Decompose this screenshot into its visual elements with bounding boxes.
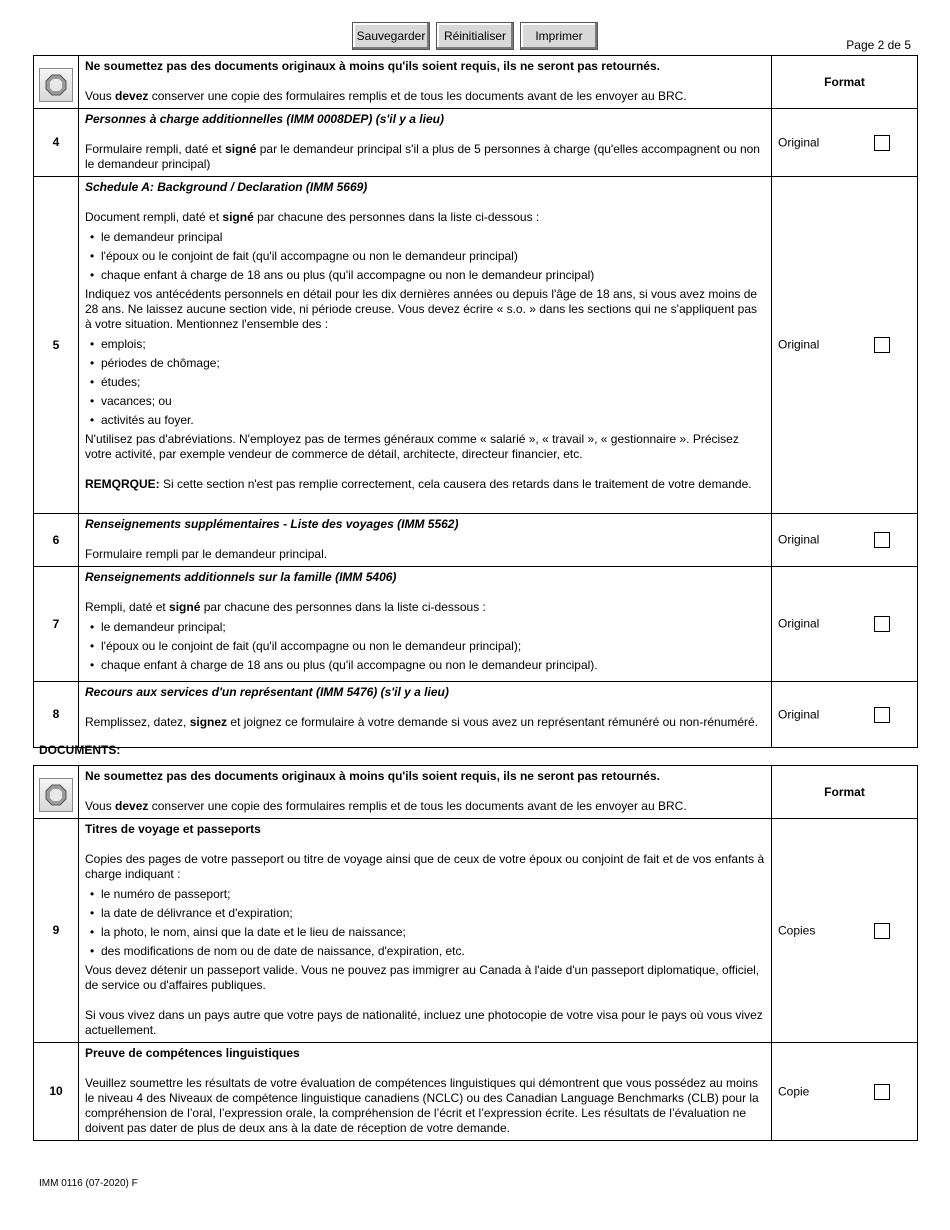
checkbox-row-7[interactable] — [874, 616, 890, 632]
row-title: Titres de voyage et passeports — [85, 822, 261, 836]
valid-passport-text: Vous devez détenir un passeport valide. Vous ne pouvez pas immigrer au Canada à l'aide d'un passeport diplomatique, officiel, de service ou d'affaires publiques. — [85, 963, 760, 992]
table-row-5 — [34, 177, 918, 514]
keep-copy-note: Vous devez conserver une copie des formulaires remplis et de tous les documents avant de les envoyer au BRC. — [85, 89, 687, 103]
warning-icon — [39, 68, 73, 102]
list-item: • l'époux ou le conjoint de fait (qu'il accompagne ou non le demandeur principal); — [85, 639, 765, 654]
row-format — [772, 819, 918, 1043]
row-title: Personnes à charge additionnelles (IMM 0008DEP) (s'il y a lieu) — [85, 112, 444, 126]
format-label: Original — [778, 135, 820, 149]
persons-list — [85, 620, 765, 673]
list-item: • le numéro de passeport; — [85, 887, 765, 902]
checkbox-row-5[interactable] — [874, 337, 890, 353]
row-intro: Rempli, daté et signé par chacune des personnes dans la liste ci-dessous : — [85, 600, 486, 614]
row-text: Veuillez soumettre les résultats de votre évaluation de compétences linguistiques qui démontrent que vous possédez au moins le niveau 4 des Niveaux de compétence linguistique canadiens (NCLC) ou des Canadian Language Benchmarks (CLB) pour la compréhension de l’oral, l’expression orale, la compréhension de l’écrit et l’expression écrite. Les résultats de l’évaluation ne doivent pas dater de plus de deux ans à la date de réception de votre demande. — [85, 1076, 759, 1135]
list-item: • la photo, le nom, ainsi que la date et le lieu de naissance; — [85, 925, 765, 940]
row-description — [79, 682, 772, 748]
format-label: Copie — [778, 1084, 810, 1098]
row-title: Renseignements additionnels sur la famille (IMM 5406) — [85, 570, 397, 584]
history-text: Indiquez vos antécédents personnels en détail pour les dix dernières années ou depuis l'âge de 18 ans, si vous avez moins de 28 ans. Ne laissez aucune section vide, ni période creuse. Vous devez écrire « s.o. » dans les sections qui ne s'appliquent pas à votre situation. Mentionnez l'ensemble des : — [85, 287, 758, 331]
row-format — [772, 514, 918, 567]
table-row-6 — [34, 514, 918, 567]
format-header: Format — [772, 56, 918, 109]
page-number: Page 2 de 5 — [846, 38, 911, 52]
documents-heading: DOCUMENTS: — [39, 743, 121, 757]
row-description — [79, 819, 772, 1043]
checkbox-row-9[interactable] — [874, 923, 890, 939]
header-warning-cell — [79, 766, 772, 819]
list-item: • études; — [85, 375, 765, 390]
list-item: • l'époux ou le conjoint de fait (qu'il accompagne ou non le demandeur principal) — [85, 249, 765, 264]
row-description — [79, 567, 772, 682]
table-row-7 — [34, 567, 918, 682]
list-item: • périodes de chômage; — [85, 356, 765, 371]
checkbox-row-6[interactable] — [874, 532, 890, 548]
table-header-row — [34, 766, 918, 819]
row-text: Remplissez, datez, signez et joignez ce formulaire à votre demande si vous avez un représentant rémunéré ou non-rénuméré. — [85, 715, 759, 729]
row-format — [772, 109, 918, 177]
save-button[interactable]: Sauvegarder — [352, 22, 430, 50]
warning-icon — [39, 778, 73, 812]
list-item: • chaque enfant à charge de 18 ans ou plus (qu'il accompagne ou non le demandeur principal). — [85, 658, 765, 673]
originals-warning: Ne soumettez pas des documents originaux à moins qu'ils soient requis, ils ne seront pas retournés. — [85, 59, 660, 73]
list-item: • la date de délivrance et d'expiration; — [85, 906, 765, 921]
form-code-footer: IMM 0116 (07-2020) F — [39, 1178, 138, 1189]
row-number: 8 — [34, 682, 79, 748]
activities-list — [85, 337, 765, 428]
list-item: • le demandeur principal — [85, 230, 765, 245]
row-intro: Document rempli, daté et signé par chacune des personnes dans la liste ci-dessous : — [85, 210, 540, 224]
print-button[interactable]: Imprimer — [520, 22, 598, 50]
keep-copy-note: Vous devez conserver une copie des formulaires remplis et de tous les documents avant de les envoyer au BRC. — [85, 799, 687, 813]
format-label: Original — [778, 707, 820, 721]
originals-warning: Ne soumettez pas des documents originaux à moins qu'ils soient requis, ils ne seront pas retournés. — [85, 769, 660, 783]
row-description — [79, 1043, 772, 1141]
warning-icon-cell — [34, 766, 79, 819]
row-description — [79, 514, 772, 567]
warning-icon-cell — [34, 56, 79, 109]
row-intro: Copies des pages de votre passeport ou titre de voyage ainsi que de ceux de votre époux ou conjoint de fait et de vos enfants à charge indiquant : — [85, 852, 765, 881]
list-item: • des modifications de nom ou de date de naissance, d'expiration, etc. — [85, 944, 765, 959]
format-label: Original — [778, 337, 820, 352]
row-title: Preuve de compétences linguistiques — [85, 1046, 300, 1060]
row-text: Formulaire rempli par le demandeur principal. — [85, 547, 328, 561]
list-item: • activités au foyer. — [85, 413, 765, 428]
format-label: Original — [778, 616, 820, 631]
row-text: Formulaire rempli, daté et signé par le demandeur principal s'il a plus de 5 personnes à charge (qu'elles accompagnent ou non le demandeur principal) — [85, 142, 760, 171]
row-number: 7 — [34, 567, 79, 682]
list-item: • chaque enfant à charge de 18 ans ou plus (qu'il accompagne ou non le demandeur principal) — [85, 268, 765, 283]
row-format — [772, 177, 918, 514]
row-number: 10 — [34, 1043, 79, 1141]
checkbox-row-10[interactable] — [874, 1084, 890, 1100]
list-item: • le demandeur principal; — [85, 620, 765, 635]
row-description — [79, 109, 772, 177]
checkbox-row-4[interactable] — [874, 135, 890, 151]
row-number: 4 — [34, 109, 79, 177]
table-row-4 — [34, 109, 918, 177]
forms-table — [33, 55, 918, 748]
row-title: Recours aux services d'un représentant (IMM 5476) (s'il y a lieu) — [85, 685, 449, 699]
checkbox-row-8[interactable] — [874, 707, 890, 723]
visa-text: Si vous vivez dans un pays autre que votre pays de nationalité, incluez une photocopie de votre visa pour le pays où vous vivez actuellement. — [85, 1008, 763, 1037]
row-number: 6 — [34, 514, 79, 567]
documents-table — [33, 765, 918, 1141]
passport-items-list — [85, 887, 765, 959]
note-text: REMQRQUE: Si cette section n'est pas remplie correctement, cela causera des retards dans le traitement de votre demande. — [85, 477, 752, 491]
row-format — [772, 567, 918, 682]
list-item: • vacances; ou — [85, 394, 765, 409]
row-number: 9 — [34, 819, 79, 1043]
table-header-row — [34, 56, 918, 109]
row-format — [772, 682, 918, 748]
table-row-9 — [34, 819, 918, 1043]
row-number: 5 — [34, 177, 79, 514]
persons-list — [85, 230, 765, 283]
format-header: Format — [772, 766, 918, 819]
row-description — [79, 177, 772, 514]
row-format — [772, 1043, 918, 1141]
list-item: • emplois; — [85, 337, 765, 352]
header-warning-cell — [79, 56, 772, 109]
format-label: Original — [778, 532, 820, 547]
table-row-10 — [34, 1043, 918, 1141]
row-title: Schedule A: Background / Declaration (IMM 5669) — [85, 180, 368, 194]
reset-button[interactable]: Réinitialiser — [436, 22, 514, 50]
table-row-8 — [34, 682, 918, 748]
row-title: Renseignements supplémentaires - Liste des voyages (IMM 5562) — [85, 517, 459, 531]
format-label: Copies — [778, 923, 816, 937]
abbrev-text: N'utilisez pas d'abréviations. N'employez pas de termes généraux comme « salarié », « travail », « gestionnaire ». Précisez votre activité, par exemple vendeur de commerce de détail, architecte, directeur financier, etc. — [85, 432, 739, 461]
